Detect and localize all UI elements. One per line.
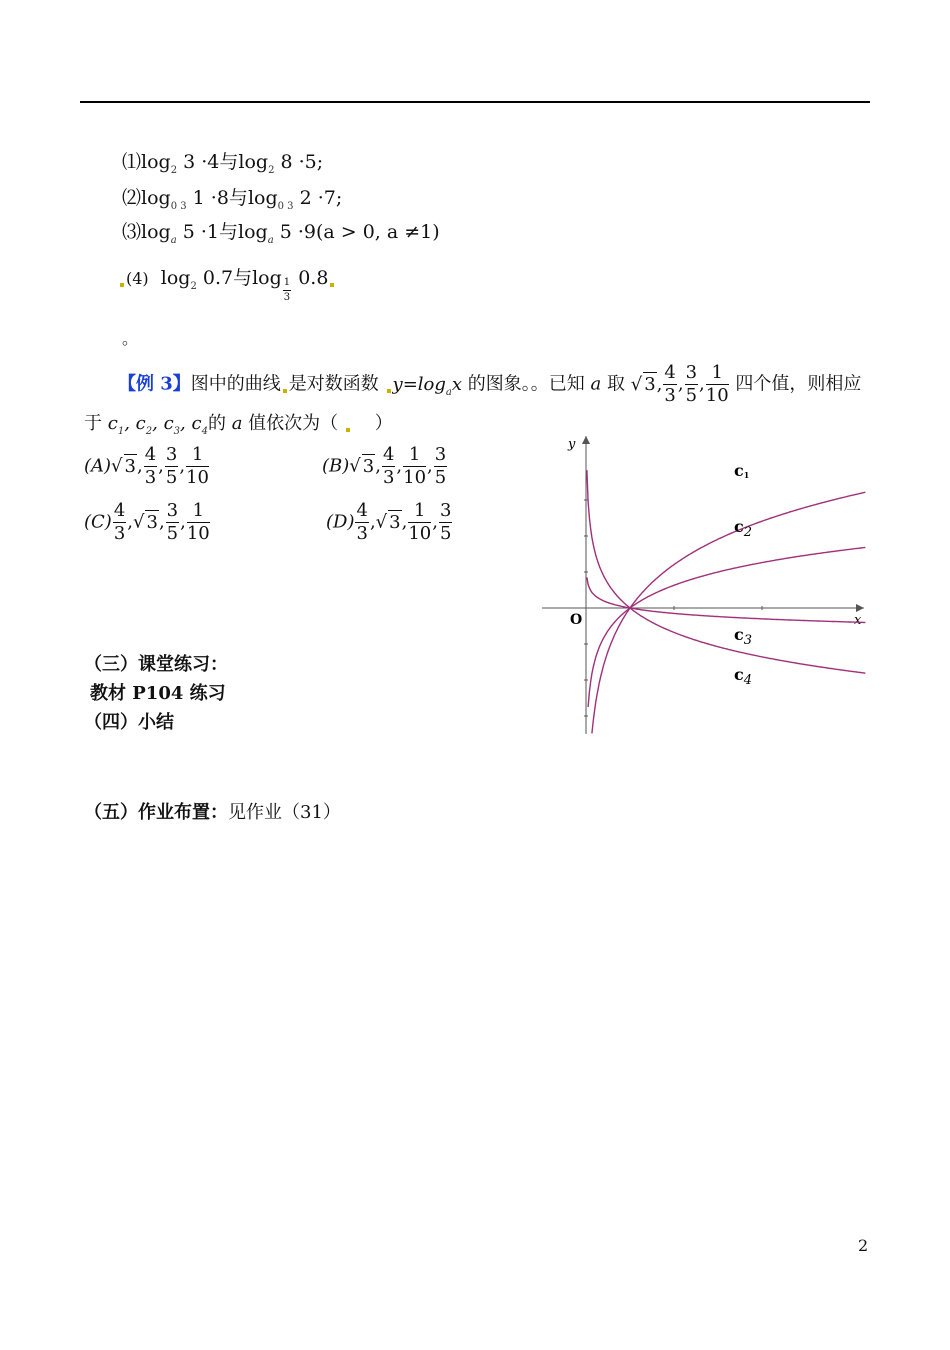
edit-mark (346, 428, 350, 432)
problem-item-2: $⑵\log_{0 3}$ 1 ·8与$\log_{0 3} 2 \cdot 7$; (122, 187, 343, 212)
section-3-title: （三）课堂练习： (84, 654, 228, 675)
log-curves-graph (538, 432, 868, 738)
curve-c2 (592, 492, 866, 733)
edit-mark (387, 389, 391, 393)
lone-period: 。 (122, 329, 139, 348)
problem-item-1: $⑴\log_2$ 3 ·4与$\log_2 8 \cdot 5$; (122, 151, 324, 176)
section-3-body: 教材 P104 练习 (90, 683, 226, 704)
curve-label-c1: c1 (734, 461, 750, 480)
option-b[interactable]: (B)√ 3, $\frac{4}{3}$ , $\frac{1}{10}$ , $\frac{3}{5}$ (322, 444, 447, 488)
curve-label-c3: $c_3$ (734, 625, 753, 648)
origin-label: O (570, 612, 583, 628)
curve-label-c2: $c_2$ (734, 517, 753, 540)
curve-c1 (588, 547, 865, 707)
y-axis-arrow (582, 436, 590, 444)
curve-c4 (587, 577, 866, 622)
problem-item-3: $⑶\log_a$ 5 ·1与$\log_a 5 \cdot 9(a > 0$, a ≠1) (122, 221, 440, 246)
header-rule (80, 101, 870, 103)
section-5: （五）作业布置：见作业（31） (84, 802, 341, 823)
example-tag: 【例 3】 (118, 373, 191, 395)
example-3-line-1: 【例 3】图中的曲线 是对数函数 $y=\log_ax$ 的图象。。已知 a 取 √ 3, $\frac{4}{3}$ , $\frac{3}{5}$ , $\frac{1}{10}$ 四个值，则相应 (118, 362, 862, 406)
option-c[interactable]: (C) $\frac{4}{3}$ ,√ 3, $\frac{3}{5}$ , $\frac{1}{10}$ (84, 500, 210, 544)
example-3-line-2: 于 $c_1$, $c_2$, $c_3$, $c_4$的 a 值依次为（ ） (84, 413, 393, 437)
curves (587, 470, 866, 733)
base-fraction: $\frac{1}{3}$ (283, 277, 291, 303)
option-d[interactable]: (D) $\frac{4}{3}$ ,√ 3, $\frac{1}{10}$ , $\frac{3}{5}$ (326, 500, 452, 544)
option-a[interactable]: (A)√ 3, $\frac{4}{3}$ , $\frac{3}{5}$ , $\frac{1}{10}$ (84, 444, 209, 488)
edit-mark (330, 283, 334, 287)
x-axis-label: x (854, 613, 862, 628)
y-axis-label: y (568, 437, 576, 452)
problem-item-4: (4) $\log_2 0.7$与log $\frac{1}{3}$ 0.8 (118, 266, 336, 303)
edit-mark (283, 389, 287, 393)
curve-c3 (587, 470, 866, 673)
section-4-title: （四）小结 (84, 712, 174, 733)
curve-label-c4: $c_4$ (734, 665, 753, 688)
edit-mark (120, 283, 124, 287)
page-number: 2 (858, 1236, 869, 1255)
x-axis-arrow (856, 604, 864, 612)
